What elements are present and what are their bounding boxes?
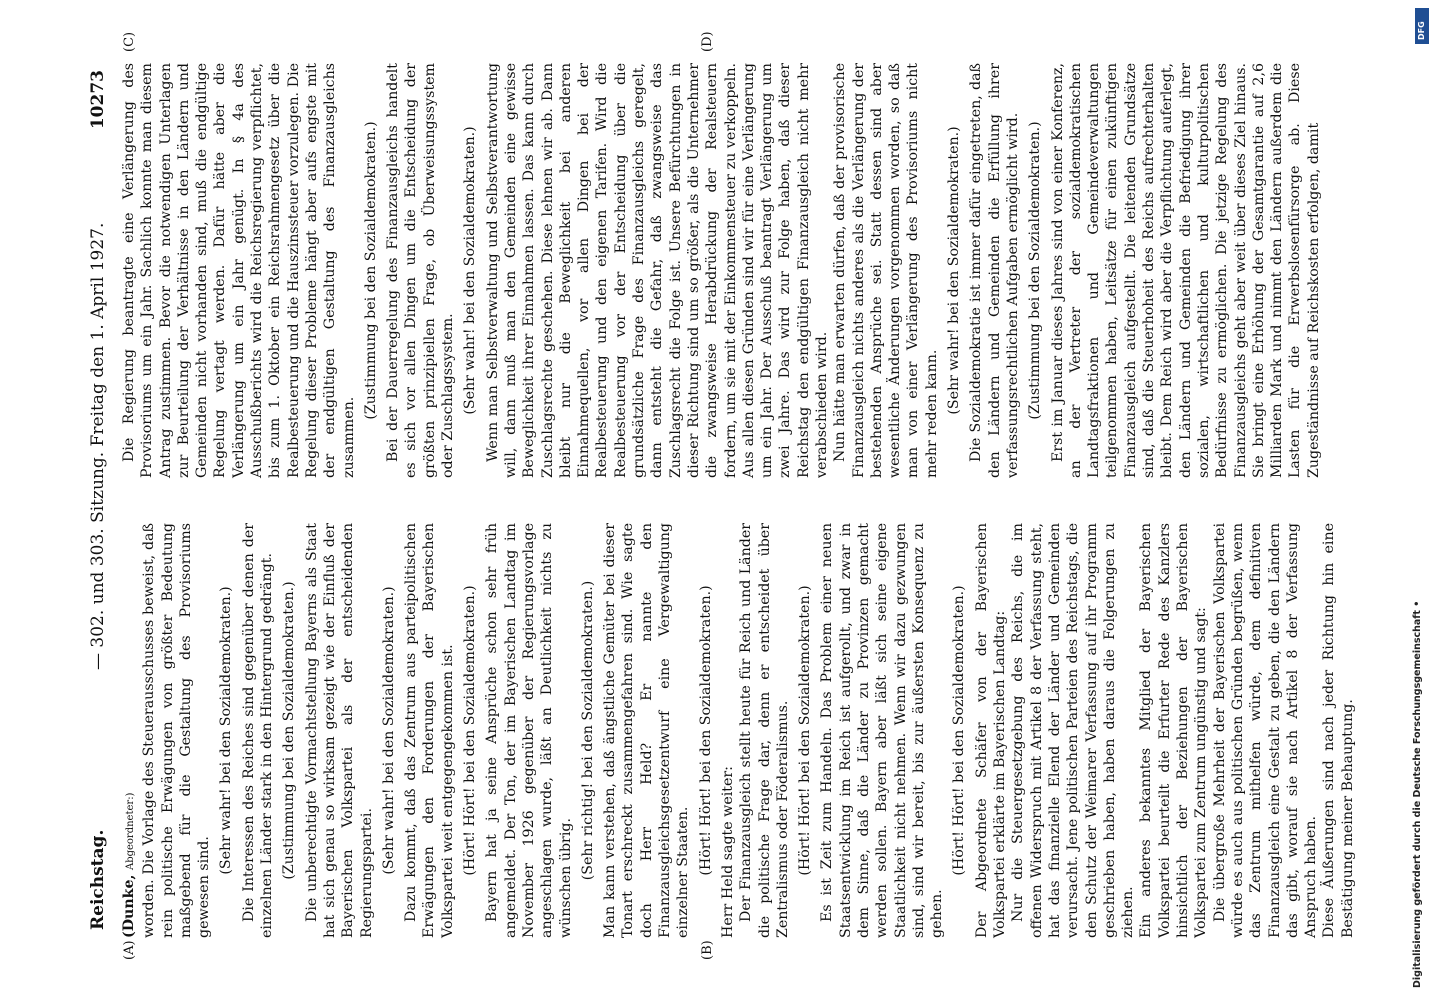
margin-marker-a: (A)	[122, 940, 137, 960]
running-header	[88, 70, 116, 930]
left-text-column	[120, 523, 1356, 938]
paragraph: Man kann verstehen, daß ängstliche Gemüter bei dieser Tonart erschreckt zusammengefahren sind. Wie sagte doch Herr Held? Er nannte den Finanzausgleichsgesetzentwurf eine Vergewaltigung einzelner Staaten.	[602, 523, 692, 938]
paragraph: Bei der Dauerregelung des Finanzausgleichs handelt es sich vor allen Dingen um die Entscheidung der größten prinzipiellen Frage, ob Überweisungssystem oder Zuschlagssystem.	[385, 63, 457, 478]
paragraph: Der Abgeordnete Schäfer von der Bayerischen Volkspartei erklärte im Bayerischen Landtag:	[973, 523, 1009, 938]
interjection: (Hört! Hört! bei den Sozialdemokraten.)	[951, 585, 968, 876]
interjection: (Sehr wahr! bei den Sozialdemokraten.)	[462, 126, 479, 415]
interjection: (Hört! Hört! bei den Sozialdemokraten.)	[797, 585, 814, 876]
digitization-credit	[1410, 8, 1430, 988]
interjection: (Sehr richtig! bei den Sozialdemokraten.)	[579, 580, 596, 881]
paragraph: Der Finanzausgleich stellt heute für Reich und Länder die politische Frage dar, denn er entscheidet über Zentralismus oder Föderalismus.	[738, 523, 791, 938]
margin-marker-d: (D)	[700, 31, 715, 52]
paragraph: Nur die Steuergesetzgebung des Reichs, die im offenen Widerspruch mit Artikel 8 der Verfassung steht, hat das finanzielle Elend der Länder und Gemeinden verursacht. Jene politischen Parteien des Reichstags, die den Schutz der Weimarer Verfassung auf ihr Programm geschrieben haben, haben daraus die Folgerungen zu ziehen.	[1010, 523, 1137, 938]
margin-marker-b: (B)	[700, 940, 715, 960]
interjection: (Hört! Hört! bei den Sozialdemokraten.)	[462, 585, 479, 876]
paragraph: Herr Held sagte weiter:	[719, 766, 736, 938]
paragraph: Die Regierung beantragte eine Verlängerung des Provisoriums um ein Jahr. Sachlich konnte man diesem Antrag zustimmen. Bevor die notwendigen Unterlagen zur Beurteilung der Verhältnisse in den Ländern und Gemeinden nicht vorhanden sind, muß die endgültige Regelung vertagt werden. Dafür hätte aber die Verlängerung um ein Jahr genügt. In § 4a des Ausschußberichts wird die Reichsregierung verpflichtet, bis zum 1. Oktober ein Reichsrahmengesetz über die Realbesteuerung und die Hauszinssteuer vorzulegen. Die Regelung dieser Probleme hängt aber aufs engste mit der endgültigen Gestaltung des Finanzausgleichs zusammen.	[121, 63, 357, 478]
dfg-logo-text: DFG	[1417, 21, 1426, 40]
interjection: (Zustimmung bei den Sozialdemokraten.)	[1027, 121, 1044, 420]
paragraph: Diese Äußerungen sind nach jeder Richtung hin eine Bestätigung meiner Behauptung.	[1321, 523, 1356, 938]
credit-text: Digitalisierung gefördert durch die Deutsche Forschungsgemeinschaft •	[1412, 600, 1423, 988]
speaker-line	[120, 523, 140, 938]
header-title: Reichstag.	[88, 829, 108, 930]
page-number: 10273	[88, 70, 108, 130]
paragraph: Bayern hat ja seine Ansprüche schon sehr früh angemeldet. Der Ton, der im Bayerischen Landtag im November 1926 gegenüber der Regierungsvorlage angeschlagen wurde, läßt an Deutlichkeit nichts zu wünschen übrig.	[484, 523, 574, 938]
paragraph: Die unberechtigte Vormachtstellung Bayerns als Staat hat sich genau so wirksam gezeigt wie der Einfluß der Bayerischen Volkspartei als der entscheidenden Regierungspartei.	[303, 523, 375, 938]
paragraph: Die Interessen des Reiches sind gegenüber denen der einzelnen Länder stark in den Hintergrund gedrängt.	[240, 523, 276, 938]
interjection: (Zustimmung bei den Sozialdemokraten.)	[362, 121, 379, 420]
paragraph: Die Sozialdemokratie ist immer dafür eingetreten, daß den Ländern und Gemeinden die Erfüllung ihrer verfassungsrechtlichen Aufgaben ermöglicht wird.	[968, 63, 1021, 478]
interjection: (Hört! Hört! bei den Sozialdemokraten.)	[697, 585, 714, 876]
header-session-date: — 302. und 303. Sitzung. Freitag den 1. April 1927.	[88, 222, 108, 670]
paragraph: Wenn man Selbstverwaltung und Selbstverantwortung will, dann muß man den Gemeinden eine gewisse Beweglichkeit ihrer Einnahmen lassen. Das kann durch Zuschlagsrechte geschehen. Diese lehnen wir ab. Dann bleibt nur die Beweglichkeit bei anderen Einnahmequellen, vor allen Dingen bei der Realbesteuerung und den eigenen Tarifen. Wird die Realbesteuerung vor der Entscheidung über die grundsätzliche Frage des Finanzausgleichs geregelt, dann entsteht die Gefahr, daß zwangsweise das Zuschlagsrecht die Folge ist. Unsere Befürchtungen in dieser Richtung sind um so größer, als die Unternehmer die zwangsweise Herabdrückung der Realsteuern fordern, um sie mit der Einkommensteuer zu verkoppeln. Aus allen diesen Gründen sind wir für eine Verlängerung um ein Jahr. Der Ausschuß beantragt Verlängerung um zwei Jahre. Das wird zur Folge haben, daß dieser Reichstag den endgültigen Finanzausgleich nicht mehr verabschieden wird.	[484, 63, 830, 478]
interjection: (Sehr wahr! bei den Sozialdemokraten.)	[946, 126, 963, 415]
right-text-column	[120, 63, 1322, 478]
paragraph: Die übergroße Mehrheit der Bayerischen Volkspartei würde es auch aus politischen Gründen begrüßen, wenn das Zentrum mithelfen würde, dem definitiven Finanzausgleich eine Gestalt zu geben, die den Ländern das gibt, worauf sie nach Artikel 8 der Verfassung Anspruch haben.	[1211, 523, 1320, 938]
paragraph: Es ist Zeit zum Handeln. Das Problem einer neuen Staatsentwicklung im Reich ist aufgerollt, und zwar in dem Sinne, daß die Länder zu Provinzen gemacht werden sollen. Bayern aber läßt sich seine eigene Staatlichkeit nicht nehmen. Wenn wir dazu gezwungen sind, sind wir bereit, bis zur äußersten Konsequenz zu gehen.	[819, 523, 946, 938]
paragraph: Dazu kommt, daß das Zentrum aus parteipolitischen Erwägungen den Forderungen der Bayerischen Volkspartei weit entgegengekommen ist.	[403, 523, 456, 938]
interjection: (Zustimmung bei den Sozialdemokraten.)	[281, 581, 298, 880]
paragraph: Ein anderes bekanntes Mitglied der Bayerischen Volkspartei beurteilt die Erfurter Rede des Kanzlers hinsichtlich der Beziehungen der Bayerischen Volkspartei zum Zentrum ungünstig und sagt:	[1138, 523, 1210, 938]
paragraph: worden. Die Vorlage des Steuerausschusses beweist, daß rein politische Erwägungen von größter Bedeutung maßgebend für die Gestaltung des Provisoriums gewesen sind.	[141, 523, 213, 938]
paragraph: Erst im Januar dieses Jahres sind von einer Konferenz, an der Vertreter der sozialdemokratischen Landtagsfraktionen und Gemeindeverwaltungen teilgenommen haben, Leitsätze für einen zukünftigen Finanzausgleich aufgestellt. Die leitenden Grundsätze sind, daß die Steuerhoheit des Reichs aufrechterhalten bleibt. Dem Reich wird aber die Verpflichtung auferlegt, den Ländern und Gemeinden die Befriedigung ihrer sozialen, wirtschaftlichen und kulturpolitischen Bedürfnisse zu ermöglichen. Die jetzige Regelung des Finanzausgleichs geht aber weit über dieses Ziel hinaus. Sie bringt eine Erhöhung der Gesamtgarantie auf 2,6 Milliarden Mark und nimmt den Ländern außerdem die Lasten für die Erwerbslosenfürsorge ab. Diese Zugeständnisse auf Reichskosten erfolgen, damit	[1049, 63, 1322, 478]
interjection: (Sehr wahr! bei den Sozialdemokraten.)	[380, 586, 397, 875]
speaker-role: Abgeordneter:)	[125, 792, 136, 871]
speaker-name: (Dunke,	[121, 874, 137, 938]
paragraph: Nun hätte man erwarten dürfen, daß der provisorische Finanzausgleich nichts anderes als die Verlängerung der bestehenden Ansprüche sei. Statt dessen sind aber wesentliche Änderungen vorgenommen worden, so daß man von einer Verlängerung des Provisoriums nicht mehr reden kann.	[832, 63, 940, 478]
interjection: (Sehr wahr! bei den Sozialdemokraten.)	[218, 586, 235, 875]
margin-marker-c: (C)	[122, 31, 137, 52]
